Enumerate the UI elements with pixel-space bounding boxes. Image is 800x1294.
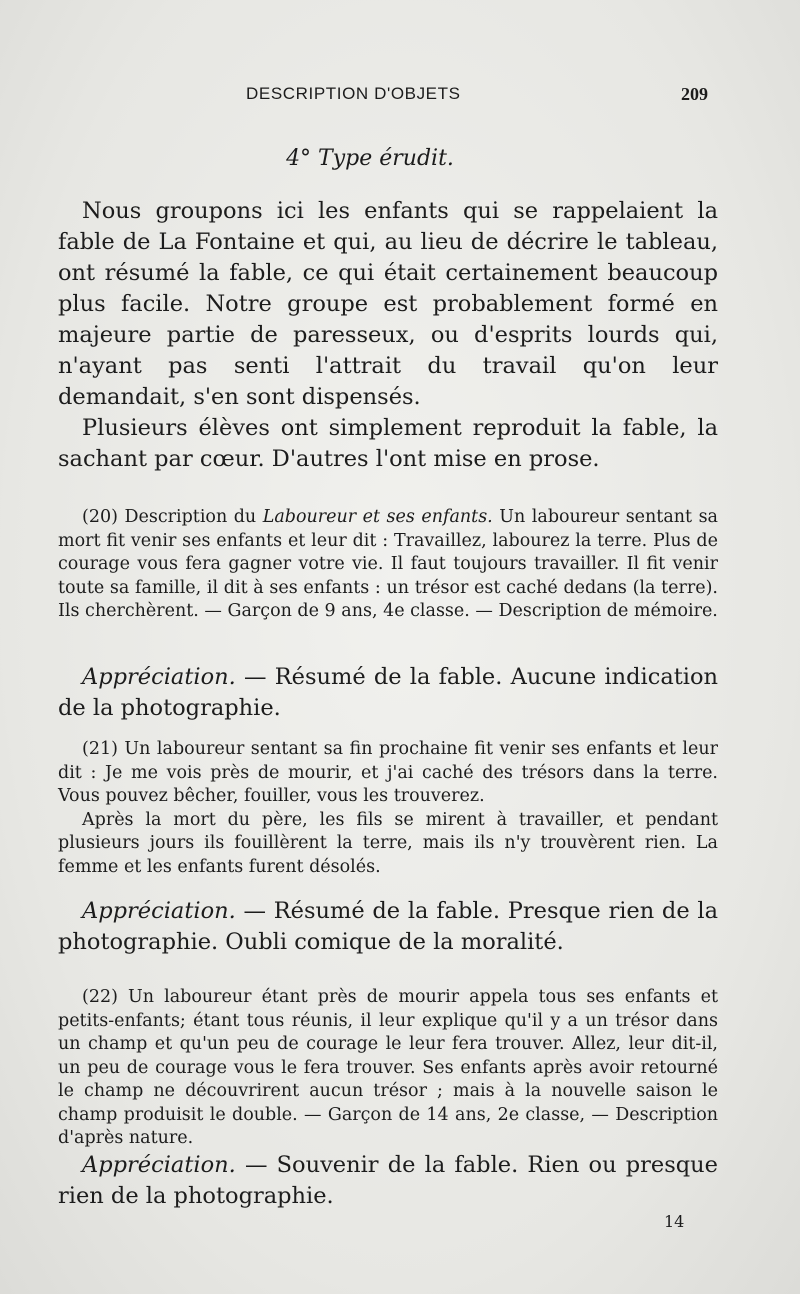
example-number: (20) bbox=[82, 507, 118, 527]
example-body: Un laboureur sentant sa fin prochaine fit venir ses enfants et leur dit : Je me vois près de mourir, et j'ai caché des trésors dans la terre. Vous pouvez bêcher, fouiller, vous les trouverez. bbox=[58, 739, 718, 806]
example-20 bbox=[58, 506, 718, 624]
example-body: Un laboureur sentant sa mort fit venir ses enfants et leur dit : Travaillez, labourez la terre. Plus de courage vous fera gagner votre vie. Il faut toujours travailler. Il fit venir toute sa famille, il dit à ses enfants : un trésor est caché dedans (la terre). Ils cherchèrent. — Garçon de 9 ans, 4e classe. — Description de mémoire. bbox=[58, 507, 718, 621]
example-21 bbox=[58, 738, 718, 879]
appreciation-text: — Souvenir de la fable. Rien ou presque rien de la photographie. bbox=[58, 1152, 718, 1209]
example-prefix: Description du bbox=[124, 507, 257, 527]
appreciation bbox=[58, 896, 718, 958]
example-number: (22) bbox=[82, 987, 118, 1007]
appreciation-20 bbox=[58, 662, 718, 724]
appreciation-21 bbox=[58, 896, 718, 958]
example-title: Laboureur et ses enfants. bbox=[262, 507, 493, 527]
example-text bbox=[58, 986, 718, 1151]
appreciation bbox=[58, 662, 718, 724]
example-text: Après la mort du père, les fils se mirent à travailler, et pendant plusieurs jours ils fouillèrent la terre, mais ils n'y trouvèrent rien. La femme et les enfants furent désolés. bbox=[58, 809, 718, 877]
appreciation bbox=[58, 1150, 718, 1212]
appreciation-text: — Résumé de la fable. Aucune indication de la photographie. bbox=[58, 664, 719, 721]
appreciation-22 bbox=[58, 1150, 718, 1212]
page-number: 209 bbox=[681, 84, 708, 104]
example-body: Un laboureur étant près de mourir appela tous ses enfants et petits-enfants; étant tous réunis, il leur explique qu'il y a un trésor dans un champ et qu'un peu de courage le leur fera trouver. Allez, leur dit-il, un peu de courage vous le fera trouver. Ses enfants après avoir retourné le champ ne découvrirent aucun trésor ; mais à la nouvelle saison le champ produisit le double. — Garçon de 14 ans, 2e classe, — Description d'après nature. bbox=[58, 987, 718, 1148]
example-text bbox=[58, 738, 718, 809]
body-text bbox=[58, 196, 718, 475]
paragraph: Plusieurs élèves ont simplement reproduit la fable, la sachant par cœur. D'autres l'ont mise en prose. bbox=[58, 415, 718, 472]
paragraph: Nous groupons ici les enfants qui se rappelaient la fable de La Fontaine et qui, au lieu de décrire le tableau, ont résumé la fable, ce qui était certainement beaucoup plus facile. Notre groupe est probablement formé en majeure partie de paresseux, ou d'esprits lourds qui, n'ayant pas senti l'attrait du travail qu'on leur demandait, s'en sont dispensés. bbox=[58, 198, 718, 410]
running-head-title: DESCRIPTION D'OBJETS bbox=[246, 84, 461, 103]
appreciation-label: Appréciation. bbox=[82, 898, 236, 924]
appreciation-label: Appréciation. bbox=[82, 664, 236, 690]
running-head bbox=[60, 84, 708, 110]
example-text bbox=[58, 506, 718, 624]
section-heading: 4° Type érudit. bbox=[286, 146, 454, 171]
example-number: (21) bbox=[82, 739, 118, 759]
appreciation-text: — Résumé de la fable. Presque rien de la photographie. Oubli comique de la moralité. bbox=[58, 898, 718, 955]
example-22 bbox=[58, 986, 718, 1151]
appreciation-label: Appréciation. bbox=[82, 1152, 236, 1178]
signature-mark: 14 bbox=[664, 1212, 685, 1231]
